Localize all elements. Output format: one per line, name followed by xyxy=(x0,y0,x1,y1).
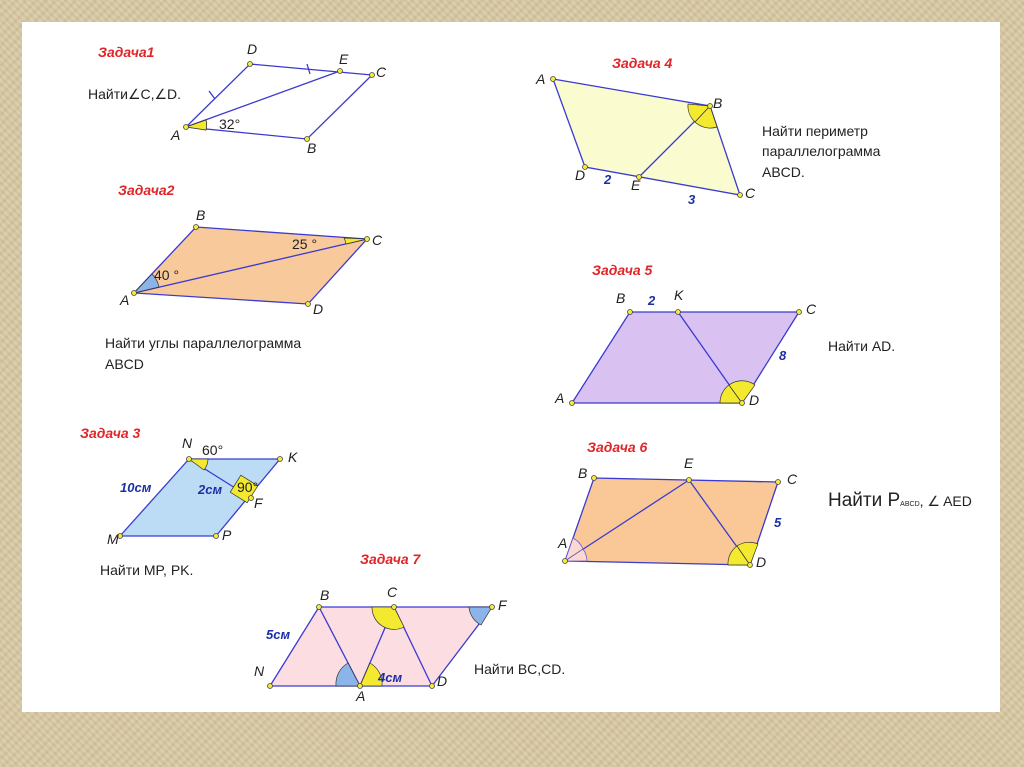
task-1-angle-mark xyxy=(186,120,207,130)
task-6-question-tail: , ∠ AED xyxy=(919,493,972,509)
task-7-label-A: A xyxy=(356,688,366,704)
task-4-title: Задача 4 xyxy=(612,55,673,71)
task-4-label-D: D xyxy=(575,167,586,183)
task-5-side-CD: 8 xyxy=(779,348,787,363)
task-5-question: Найти AD. xyxy=(828,338,896,354)
task-1-point-E xyxy=(338,69,343,74)
task-7 xyxy=(254,551,565,704)
task-2-angle-C: 25 ° xyxy=(292,236,318,252)
task-5-point-D xyxy=(740,401,745,406)
task-4-point-B xyxy=(708,104,713,109)
task-2-label-A: A xyxy=(120,292,130,308)
task-4-point-A xyxy=(551,77,556,82)
task-5-label-K: K xyxy=(674,287,684,303)
task-3-question: Найти MP, PK. xyxy=(100,562,194,578)
task-4-label-A: A xyxy=(536,71,546,87)
task-7-point-D xyxy=(430,684,435,689)
task-5-point-B xyxy=(628,310,633,315)
task-7-side-AD: 4см xyxy=(378,670,403,685)
task-1-label-A: A xyxy=(171,127,181,143)
task-7-label-N: N xyxy=(254,663,265,679)
task-6-side-CD: 5 xyxy=(774,515,782,530)
task-4-label-B: B xyxy=(713,95,723,111)
task-6-point-B xyxy=(592,476,597,481)
task-5-parallelogram xyxy=(572,312,799,403)
task-4-label-E: E xyxy=(631,177,641,193)
task-3-point-K xyxy=(278,457,283,462)
task-3-label-M: M xyxy=(107,531,119,547)
task-1-label-C: C xyxy=(376,64,387,80)
task-3-point-P xyxy=(214,534,219,539)
task-3 xyxy=(80,425,298,578)
task-6-label-C: C xyxy=(787,471,798,487)
task-7-question: Найти BC,CD. xyxy=(474,661,566,677)
task-4-question-line3: ABCD. xyxy=(762,164,805,180)
task-2-question-line2: ABCD xyxy=(105,356,144,372)
task-3-title: Задача 3 xyxy=(80,425,141,441)
task-6-question-sub: ABCD xyxy=(900,501,920,508)
task-1 xyxy=(88,41,387,156)
task-1-tick-AD xyxy=(209,91,215,99)
task-3-label-N: N xyxy=(182,435,193,451)
task-5-point-K xyxy=(676,310,681,315)
task-6-point-C xyxy=(776,480,781,485)
task-3-angle-60: 60° xyxy=(202,442,224,458)
task-2-title: Задача2 xyxy=(118,182,175,198)
task-2-label-D: D xyxy=(313,301,324,317)
task-1-point-D xyxy=(248,62,253,67)
task-6-point-E xyxy=(687,478,692,483)
task-4-question-line1: Найти периметр xyxy=(762,123,868,139)
task-2-question-line1: Найти углы параллелограмма xyxy=(105,335,302,351)
task-5-label-D: D xyxy=(749,392,760,408)
task-7-label-B: B xyxy=(320,587,330,603)
task-7-title: Задача 7 xyxy=(360,551,421,567)
task-3-label-P: P xyxy=(222,527,232,543)
task-7-label-D: D xyxy=(437,673,448,689)
task-5-title: Задача 5 xyxy=(592,262,653,278)
task-1-question: Найти∠C,∠D. xyxy=(88,86,182,102)
task-5-label-C: C xyxy=(806,301,817,317)
task-3-point-N xyxy=(187,457,192,462)
task-5-side-BK: 2 xyxy=(648,293,656,308)
task-6-label-D: D xyxy=(756,554,767,570)
task-5-point-C xyxy=(797,310,802,315)
task-2-point-A xyxy=(132,291,137,296)
task-6-label-E: E xyxy=(684,455,694,471)
task-2-angle-A: 40 ° xyxy=(154,267,180,283)
task-2-point-D xyxy=(306,302,311,307)
task-1-point-A xyxy=(184,125,189,130)
task-6-title: Задача 6 xyxy=(587,439,648,455)
task-5-label-A: A xyxy=(555,390,565,406)
task-2-point-C xyxy=(365,237,370,242)
task-3-side-NF: 2см xyxy=(198,482,223,497)
task-3-label-F: F xyxy=(254,495,263,511)
task-2-label-B: B xyxy=(196,207,206,223)
task-6-label-B: B xyxy=(578,465,588,481)
task-2-label-C: C xyxy=(372,232,383,248)
task-6-label-A: A xyxy=(558,535,568,551)
task-7-point-N xyxy=(268,684,273,689)
task-6-question-main: Найти P xyxy=(828,490,901,511)
task-1-label-D: D xyxy=(247,41,258,57)
task-6 xyxy=(557,439,972,570)
task-1-label-E: E xyxy=(339,51,349,67)
task-3-label-K: K xyxy=(288,449,298,465)
task-5-label-B: B xyxy=(616,290,626,306)
task-1-parallelogram xyxy=(186,64,372,139)
task-5 xyxy=(554,262,895,408)
task-1-label-B: B xyxy=(307,140,317,156)
task-7-point-C xyxy=(392,605,397,610)
task-1-point-C xyxy=(370,73,375,78)
task-4-label-C: C xyxy=(745,185,756,201)
task-1-angle-label: 32° xyxy=(219,116,241,132)
task-7-label-C: C xyxy=(387,584,398,600)
task-4-side-EC: 3 xyxy=(688,192,696,207)
task-1-title: Задача1 xyxy=(98,44,155,60)
task-2-point-B xyxy=(194,225,199,230)
task-6-question xyxy=(828,490,972,511)
task-7-point-B xyxy=(317,605,322,610)
task-4-point-C xyxy=(738,193,743,198)
slide xyxy=(22,22,1000,712)
task-7-label-F: F xyxy=(498,597,507,613)
task-4-question-line2: параллелограмма xyxy=(762,143,881,159)
task-7-side-NB: 5см xyxy=(266,627,291,642)
task-4-side-DE: 2 xyxy=(604,172,612,187)
task-6-point-A xyxy=(563,559,568,564)
task-2 xyxy=(105,182,383,372)
task-4 xyxy=(535,55,881,207)
task-6-point-D xyxy=(748,563,753,568)
task-7-point-F xyxy=(490,605,495,610)
geometry-figures xyxy=(22,22,1000,712)
task-3-side-MN: 10см xyxy=(120,480,152,495)
task-3-point-F xyxy=(249,496,254,501)
task-3-angle-90: 90° xyxy=(237,479,259,495)
task-5-point-A xyxy=(570,401,575,406)
task-1-segment-AE xyxy=(186,71,340,127)
